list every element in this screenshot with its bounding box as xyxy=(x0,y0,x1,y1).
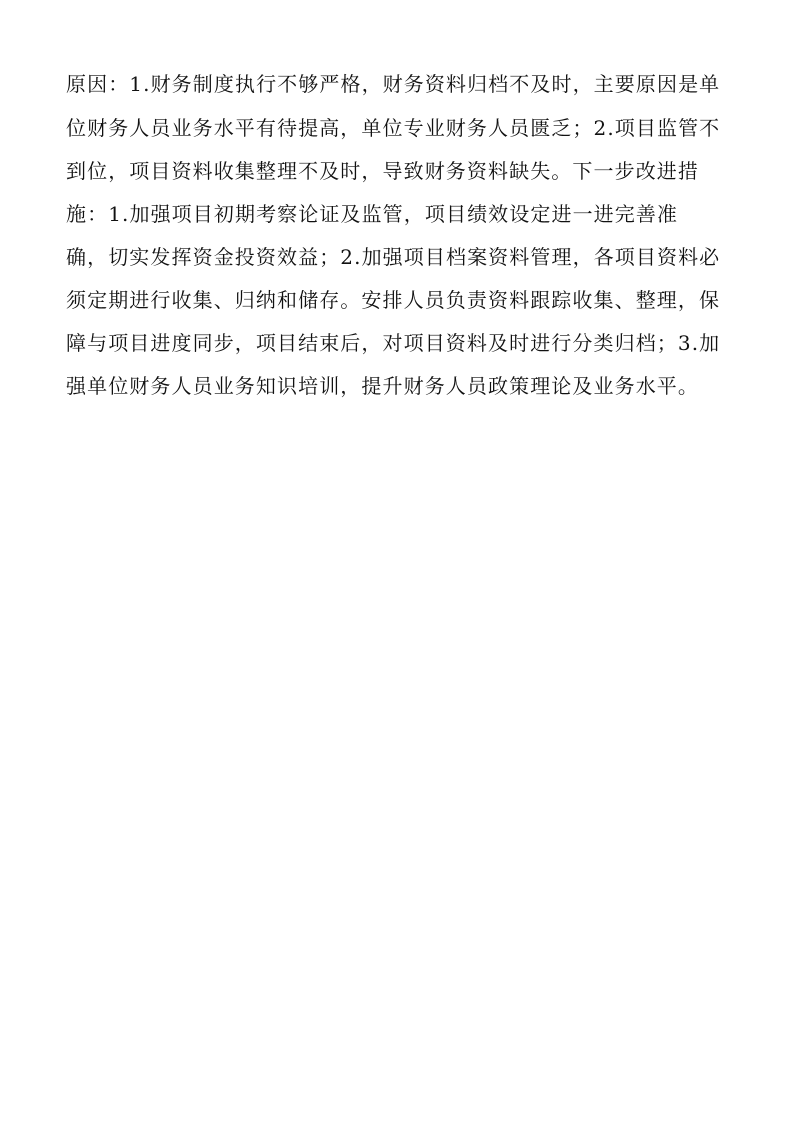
paragraph-line: 须定期进行收集、归纳和储存。安排人员负责资料跟踪收集、整理，保 xyxy=(66,288,721,312)
paragraph-line: 到位，项目资料收集整理不及时，导致财务资料缺失。下一步改进措 xyxy=(66,159,699,183)
paragraph-line: 原因：1.财务制度执行不够严格，财务资料归档不及时，主要原因是单 xyxy=(66,72,721,96)
paragraph-line: 位财务人员业务水平有待提高，单位专业财务人员匮乏；2.项目监管不 xyxy=(66,116,721,140)
paragraph-line: 强单位财务人员业务知识培训，提升财务人员政策理论及业务水平。 xyxy=(66,374,699,398)
paragraph-line: 障与项目进度同步，项目结束后，对项目资料及时进行分类归档；3.加 xyxy=(66,331,721,355)
paragraph-line: 确，切实发挥资金投资效益；2.加强项目档案资料管理，各项目资料必 xyxy=(66,245,721,269)
paragraph-line: 施：1.加强项目初期考察论证及监管，项目绩效设定进一进完善准 xyxy=(66,202,679,226)
